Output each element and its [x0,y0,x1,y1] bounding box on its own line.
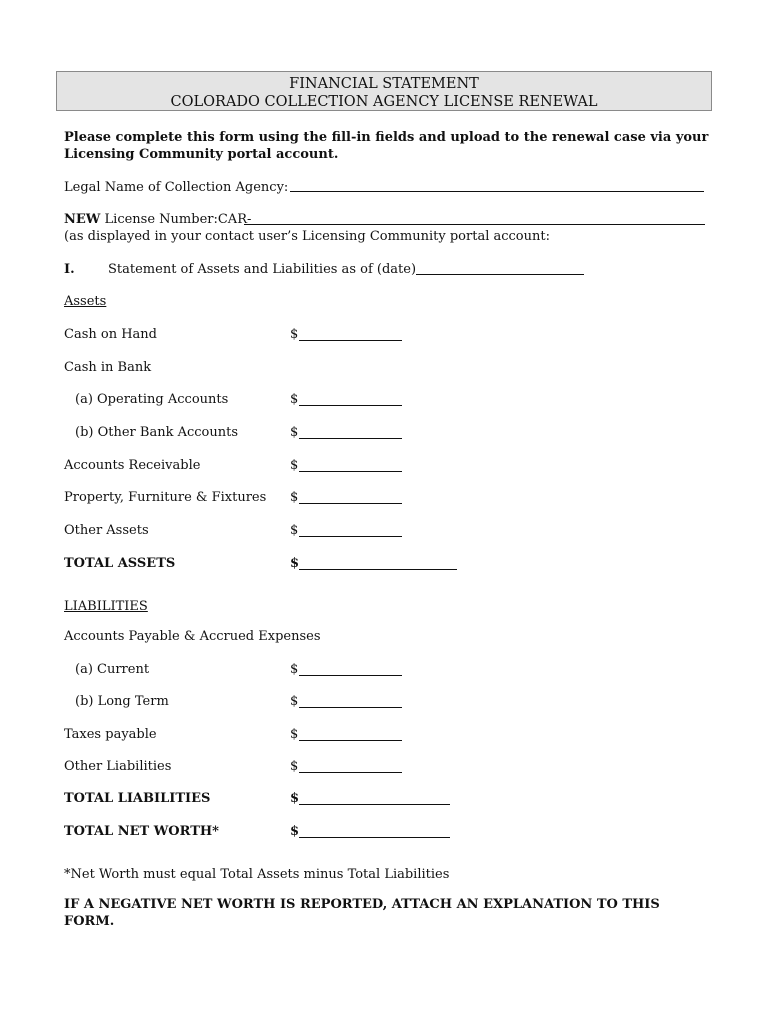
assets-heading: Assets [64,294,107,309]
accounts-receivable-field[interactable] [299,471,402,472]
property-label: Property, Furniture & Fixtures [64,490,267,505]
total-assets-field[interactable] [299,569,457,570]
instructions-line1: Please complete this form using the fill-in fields and upload to the renewal case via your [64,130,709,145]
instructions-line2: Licensing Community portal account. [64,147,339,162]
cash-on-hand-field[interactable] [299,340,402,341]
cash-in-bank-label: Cash in Bank [64,360,152,375]
form-title-line2: COLORADO COLLECTION AGENCY LICENSE RENEWAL [170,94,598,110]
warning-line2: FORM. [64,914,115,929]
operating-accounts-label: (a) Operating Accounts [75,392,229,407]
currency-symbol: $ [290,490,299,505]
property-field[interactable] [299,503,402,504]
taxes-payable-label: Taxes payable [64,727,157,742]
section-numeral: I. [64,262,75,277]
other-liabilities-field[interactable] [299,772,402,773]
currency-symbol: $ [290,727,299,742]
legal-name-label: Legal Name of Collection Agency: [64,180,289,195]
total-liabilities-field[interactable] [299,804,450,805]
currency-symbol: $ [290,662,299,677]
license-new-label: NEW [64,212,101,227]
long-term-field[interactable] [299,707,402,708]
other-bank-accounts-label: (b) Other Bank Accounts [75,425,238,440]
total-net-worth-field[interactable] [299,837,450,838]
cash-on-hand-label: Cash on Hand [64,327,157,342]
statement-date-field[interactable] [416,274,584,275]
currency-symbol: $ [290,327,299,342]
currency-symbol: $ [290,791,300,806]
other-assets-label: Other Assets [64,523,149,538]
license-number-field[interactable] [244,224,705,225]
long-term-label: (b) Long Term [75,694,169,709]
currency-symbol: $ [290,458,299,473]
other-liabilities-label: Other Liabilities [64,759,172,774]
form-title-line1: FINANCIAL STATEMENT [289,76,479,92]
currency-symbol: $ [290,694,299,709]
total-assets-label: TOTAL ASSETS [64,556,176,571]
license-note: (as displayed in your contact user’s Licensing Community portal account: [64,229,550,244]
current-liabilities-field[interactable] [299,675,402,676]
footnote: *Net Worth must equal Total Assets minus Total Liabilities [64,867,450,882]
other-bank-accounts-field[interactable] [299,438,402,439]
other-assets-field[interactable] [299,536,402,537]
accounts-receivable-label: Accounts Receivable [64,458,201,473]
currency-symbol: $ [290,824,300,839]
section-label: Statement of Assets and Liabilities as of (date) [108,262,417,277]
currency-symbol: $ [290,556,300,571]
form-header [56,71,712,111]
license-number-label: License Number:CAR- [104,212,252,227]
currency-symbol: $ [290,759,299,774]
total-net-worth-label: TOTAL NET WORTH* [64,824,219,839]
legal-name-field[interactable] [290,191,704,192]
liabilities-heading: LIABILITIES [64,599,148,614]
warning-line1: IF A NEGATIVE NET WORTH IS REPORTED, ATTACH AN EXPLANATION TO THIS [64,897,660,912]
accounts-payable-label: Accounts Payable & Accrued Expenses [64,629,321,644]
currency-symbol: $ [290,523,299,538]
current-liabilities-label: (a) Current [75,662,150,677]
operating-accounts-field[interactable] [299,405,402,406]
currency-symbol: $ [290,425,299,440]
taxes-payable-field[interactable] [299,740,402,741]
currency-symbol: $ [290,392,299,407]
total-liabilities-label: TOTAL LIABILITIES [64,791,211,806]
